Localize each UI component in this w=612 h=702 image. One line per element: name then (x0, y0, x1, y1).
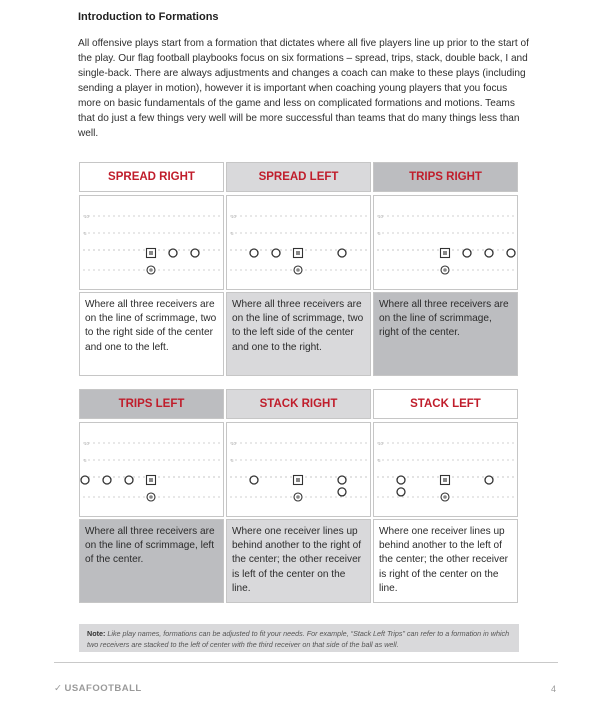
center-marker-inner (149, 478, 153, 482)
receiver-marker (463, 249, 471, 257)
yard-label: 5 (378, 458, 381, 463)
logo-text: USAFOOTBALL (64, 683, 142, 694)
formation-description: Where all three receivers are on the line of scrimmage, right of the center. (379, 299, 509, 339)
receiver-marker (169, 249, 177, 257)
yard-label: 5 (231, 458, 234, 463)
receiver-marker (338, 249, 346, 257)
receiver-marker (250, 249, 258, 257)
quarterback-marker-inner (149, 268, 153, 272)
formation-card (79, 162, 224, 374)
yard-label: 10 (231, 214, 237, 219)
formation-title: TRIPS RIGHT (373, 162, 518, 192)
formation-description-box (373, 519, 518, 603)
formation-description-box (79, 519, 224, 603)
footer-divider (54, 662, 558, 663)
quarterback-marker-inner (443, 495, 447, 499)
field-svg (374, 196, 517, 289)
yard-label: 5 (84, 231, 87, 236)
formation-title: STACK RIGHT (226, 389, 371, 419)
formation-diagram (226, 195, 371, 290)
receiver-marker (485, 249, 493, 257)
receiver-marker (338, 488, 346, 496)
center-marker-inner (296, 478, 300, 482)
formation-description: Where all three receivers are on the line of scrimmage, two to the left side of the center and one to the right. (232, 299, 364, 353)
receiver-marker (250, 476, 258, 484)
yard-label: 5 (84, 458, 87, 463)
formation-card (79, 389, 224, 601)
center-marker-inner (296, 251, 300, 255)
formation-diagram (79, 195, 224, 290)
yard-label: 10 (84, 441, 90, 446)
field-svg (80, 196, 223, 289)
field-svg (227, 196, 370, 289)
yard-label: 5 (231, 231, 234, 236)
note-label: Note: (87, 629, 106, 638)
receiver-marker (125, 476, 133, 484)
yard-label: 10 (84, 214, 90, 219)
receiver-marker (507, 249, 515, 257)
center-marker-inner (149, 251, 153, 255)
yard-label: 5 (378, 231, 381, 236)
formation-description: Where one receiver lines up behind another to the right of the center; the other receiver is left of the center on the line. (232, 526, 362, 594)
formation-card (373, 389, 518, 601)
receiver-marker (397, 488, 405, 496)
quarterback-marker-inner (296, 268, 300, 272)
yard-label: 10 (378, 214, 384, 219)
receiver-marker (103, 476, 111, 484)
field-svg (227, 423, 370, 516)
formation-description-box (79, 292, 224, 376)
receiver-marker (485, 476, 493, 484)
formation-card (226, 162, 371, 374)
field-svg (374, 423, 517, 516)
center-marker-inner (443, 478, 447, 482)
formation-description-box (226, 519, 371, 603)
formation-card (373, 162, 518, 374)
formation-grid-row-1 (79, 162, 519, 374)
formation-diagram (79, 422, 224, 517)
formation-description: Where all three receivers are on the line of scrimmage, left of the center. (85, 526, 215, 566)
center-marker-inner (443, 251, 447, 255)
section-title: Introduction to Formations (78, 11, 219, 23)
receiver-marker (338, 476, 346, 484)
receiver-marker (191, 249, 199, 257)
formation-description: Where one receiver lines up behind another to the left of the center; the other receiver is right of the center on the line. (379, 526, 509, 594)
formation-title: TRIPS LEFT (79, 389, 224, 419)
formation-diagram (373, 195, 518, 290)
formation-grid-row-2 (79, 389, 519, 601)
usa-football-logo (54, 683, 142, 694)
receiver-marker (81, 476, 89, 484)
note-text: Like play names, formations can be adjusted to fit your needs. For example, “Stack Left Trips” can refer to a formation in which two receivers are stacked to the left of center with the third receiver on that side of the ball as well. (87, 629, 510, 649)
intro-paragraph: All offensive plays start from a formation that dictates where all five players line up prior to the start of the play. Our flag football playbooks focus on six formations – spread, trips, stack, double back, I and single-back. There are always adjustments and changes a coach can make to these plays (including sending a player in motion), however it is important when coaching young players that you focus more on basic fundamentals of the game and less on complicated formations and motions. Teams that do just a few things very well will be more successful than teams that do many things less than well. (78, 38, 529, 139)
quarterback-marker-inner (443, 268, 447, 272)
formation-title: STACK LEFT (373, 389, 518, 419)
logo-mark-icon: ✓ (54, 683, 63, 694)
formation-description-box (373, 292, 518, 376)
quarterback-marker-inner (296, 495, 300, 499)
receiver-marker (397, 476, 405, 484)
yard-label: 10 (231, 441, 237, 446)
formation-title: SPREAD LEFT (226, 162, 371, 192)
formation-diagram (226, 422, 371, 517)
field-svg (80, 423, 223, 516)
quarterback-marker-inner (149, 495, 153, 499)
formation-description-box (226, 292, 371, 376)
note-box (79, 624, 519, 652)
formation-card (226, 389, 371, 601)
yard-label: 10 (378, 441, 384, 446)
formation-title: SPREAD RIGHT (79, 162, 224, 192)
page-number: 4 (551, 684, 557, 694)
formation-diagram (373, 422, 518, 517)
receiver-marker (272, 249, 280, 257)
formation-description: Where all three receivers are on the line of scrimmage, two to the right side of the center and one to the left. (85, 299, 217, 353)
